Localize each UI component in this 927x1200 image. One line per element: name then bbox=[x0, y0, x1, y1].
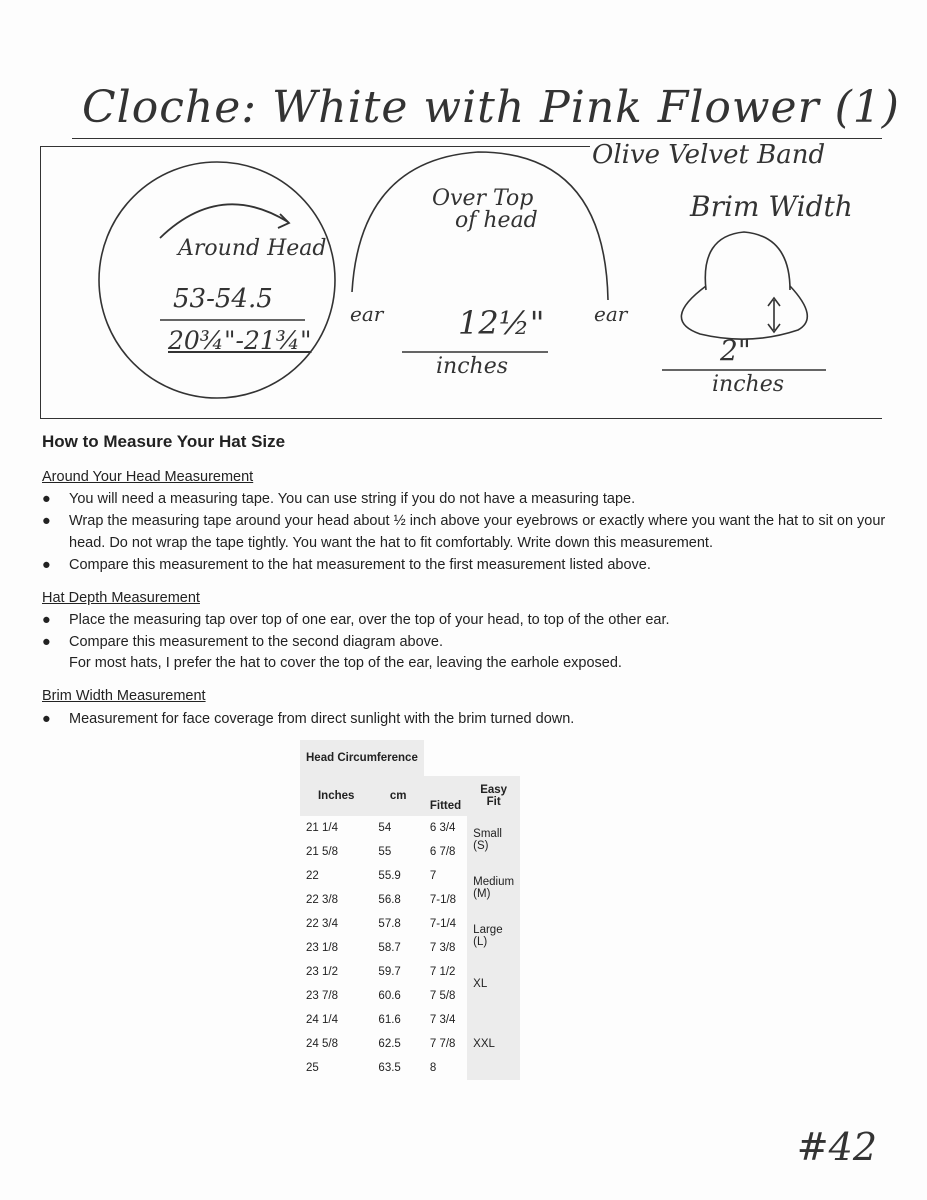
cell-cm: 60.6 bbox=[378, 990, 401, 1002]
depth-heading: Hat Depth Measurement bbox=[42, 590, 200, 606]
cell-cm: 55.9 bbox=[378, 870, 401, 882]
cell-fitted: 6 3/4 bbox=[429, 822, 456, 834]
around-inches: 20¾"-21¾" bbox=[168, 326, 312, 355]
ear-right: ear bbox=[594, 302, 628, 326]
around-arrow bbox=[160, 204, 288, 238]
cell-fitted: 7-1/8 bbox=[429, 894, 457, 906]
cell-inches: 22 3/4 bbox=[306, 918, 338, 930]
cell-inches: 24 1/4 bbox=[306, 1014, 338, 1026]
col-fitted: Fitted bbox=[424, 776, 467, 816]
cell-inches: 22 bbox=[306, 870, 319, 882]
around-arrowhead bbox=[278, 214, 289, 228]
table-row bbox=[300, 864, 520, 888]
table-row bbox=[300, 960, 520, 984]
around-label-text: Around Head bbox=[178, 236, 327, 261]
head-circle bbox=[99, 162, 335, 398]
bullet-text: Compare this measurement to the second diagram above. bbox=[69, 634, 443, 650]
cell-cm: 54 bbox=[378, 822, 392, 834]
cell-fitted: 7 3/4 bbox=[429, 1014, 456, 1026]
cell-fitted: 7 bbox=[429, 870, 437, 882]
bullet-text: Place the measuring tap over top of one ear, over the top of your head, to top of the other ear. bbox=[69, 612, 670, 628]
cell-easy: Small (S) bbox=[467, 816, 520, 864]
list-item: ● Wrap the measuring tape around your head about ½ inch above your eyebrows or exactly where you want the hat to sit on your head. Do not wrap the tape tightly. You want the hat to fit comfortably. Write down this measurement. bbox=[42, 513, 886, 551]
table-row bbox=[300, 912, 520, 936]
table-row bbox=[300, 816, 520, 840]
cell-cm: 63.5 bbox=[378, 1062, 401, 1074]
bullet-text: You will need a measuring tape. You can use string if you do not have a measuring tape. bbox=[69, 491, 636, 507]
cell-fitted: 7 3/8 bbox=[429, 942, 456, 954]
depth-bullets bbox=[42, 609, 902, 653]
brim-arrow bbox=[768, 298, 780, 332]
page-number: #42 bbox=[796, 1125, 877, 1169]
cell-cm: 55 bbox=[378, 846, 392, 858]
hat-crown bbox=[705, 232, 790, 290]
cell-inches: 24 5/8 bbox=[306, 1038, 338, 1050]
brim-heading: Brim Width Measurement bbox=[42, 688, 206, 704]
col-cm: cm bbox=[372, 776, 423, 816]
cell-easy: XL bbox=[467, 960, 520, 1008]
col-easy: Easy Fit bbox=[467, 776, 520, 816]
cell-cm: 62.5 bbox=[378, 1038, 401, 1050]
cell-inches: 23 7/8 bbox=[306, 990, 338, 1002]
brim-bullets bbox=[42, 708, 902, 730]
list-item: ● You will need a measuring tape. You can use string if you do not have a measuring tape. bbox=[42, 491, 636, 507]
cell-cm: 56.8 bbox=[378, 894, 401, 906]
depth-note: For most hats, I prefer the hat to cover the top of the ear, leaving the earhole exposed. bbox=[69, 655, 622, 671]
list-item: ● Place the measuring tap over top of one ear, over the top of your head, to top of the other ear. bbox=[42, 612, 670, 628]
hat-title: Cloche: White with Pink Flower (1) bbox=[82, 82, 900, 133]
group-header: Head Circumference bbox=[300, 740, 424, 776]
cell-cm: 58.7 bbox=[378, 942, 401, 954]
hat-brim bbox=[681, 286, 807, 339]
list-item: ● Measurement for face coverage from direct sunlight with the brim turned down. bbox=[42, 711, 575, 727]
cell-easy: Medium (M) bbox=[467, 864, 520, 912]
brim-value: 2" bbox=[720, 334, 751, 367]
around-heading: Around Your Head Measurement bbox=[42, 469, 254, 485]
cell-fitted: 8 bbox=[429, 1062, 437, 1074]
cell-inches: 21 5/8 bbox=[306, 846, 338, 858]
bullet-text: Compare this measurement to the hat measurement to the first measurement listed above. bbox=[69, 557, 651, 573]
cell-fitted: 7 5/8 bbox=[429, 990, 456, 1002]
over-label-1: Over Top bbox=[432, 186, 534, 211]
bullet-text: Measurement for face coverage from direct sunlight with the brim turned down. bbox=[69, 711, 575, 727]
section-title: How to Measure Your Hat Size bbox=[42, 432, 286, 451]
cell-fitted: 7-1/4 bbox=[429, 918, 457, 930]
around-bullets bbox=[42, 488, 902, 576]
bullet-text: Wrap the measuring tape around your head about ½ inch above your eyebrows or exactly where you want the hat to sit on your head. Do not wrap the tape tightly. You want the hat to fit comfortably. Write down this measurement. bbox=[69, 513, 886, 551]
over-label-2: of head bbox=[455, 208, 538, 233]
around-label bbox=[178, 236, 326, 261]
size-table bbox=[300, 740, 520, 1080]
cell-inches: 23 1/2 bbox=[306, 966, 338, 978]
cell-cm: 59.7 bbox=[378, 966, 401, 978]
list-item: ● Compare this measurement to the second diagram above. bbox=[42, 634, 443, 650]
over-value: 12½" bbox=[458, 304, 545, 342]
cell-easy: Large (L) bbox=[467, 912, 520, 960]
ear-left: ear bbox=[350, 302, 384, 326]
brim-label: Brim Width bbox=[690, 190, 853, 223]
cell-cm: 61.6 bbox=[378, 1014, 401, 1026]
over-unit: inches bbox=[436, 354, 509, 379]
cell-fitted: 6 7/8 bbox=[429, 846, 456, 858]
band-note: Olive Velvet Band bbox=[592, 140, 826, 170]
cell-inches: 22 3/8 bbox=[306, 894, 338, 906]
col-inches: Inches bbox=[300, 776, 372, 816]
cell-cm: 57.8 bbox=[378, 918, 401, 930]
table-row bbox=[300, 1008, 520, 1032]
cell-inches: 21 1/4 bbox=[306, 822, 338, 834]
around-cm: 53-54.5 bbox=[173, 284, 273, 314]
cell-fitted: 7 7/8 bbox=[429, 1038, 456, 1050]
list-item: ● Compare this measurement to the hat measurement to the first measurement listed above. bbox=[42, 557, 651, 573]
cell-inches: 23 1/8 bbox=[306, 942, 338, 954]
cell-easy: XXL bbox=[467, 1008, 520, 1080]
cell-fitted: 7 1/2 bbox=[429, 966, 456, 978]
brim-unit: inches bbox=[712, 372, 785, 397]
cell-inches: 25 bbox=[306, 1062, 319, 1074]
